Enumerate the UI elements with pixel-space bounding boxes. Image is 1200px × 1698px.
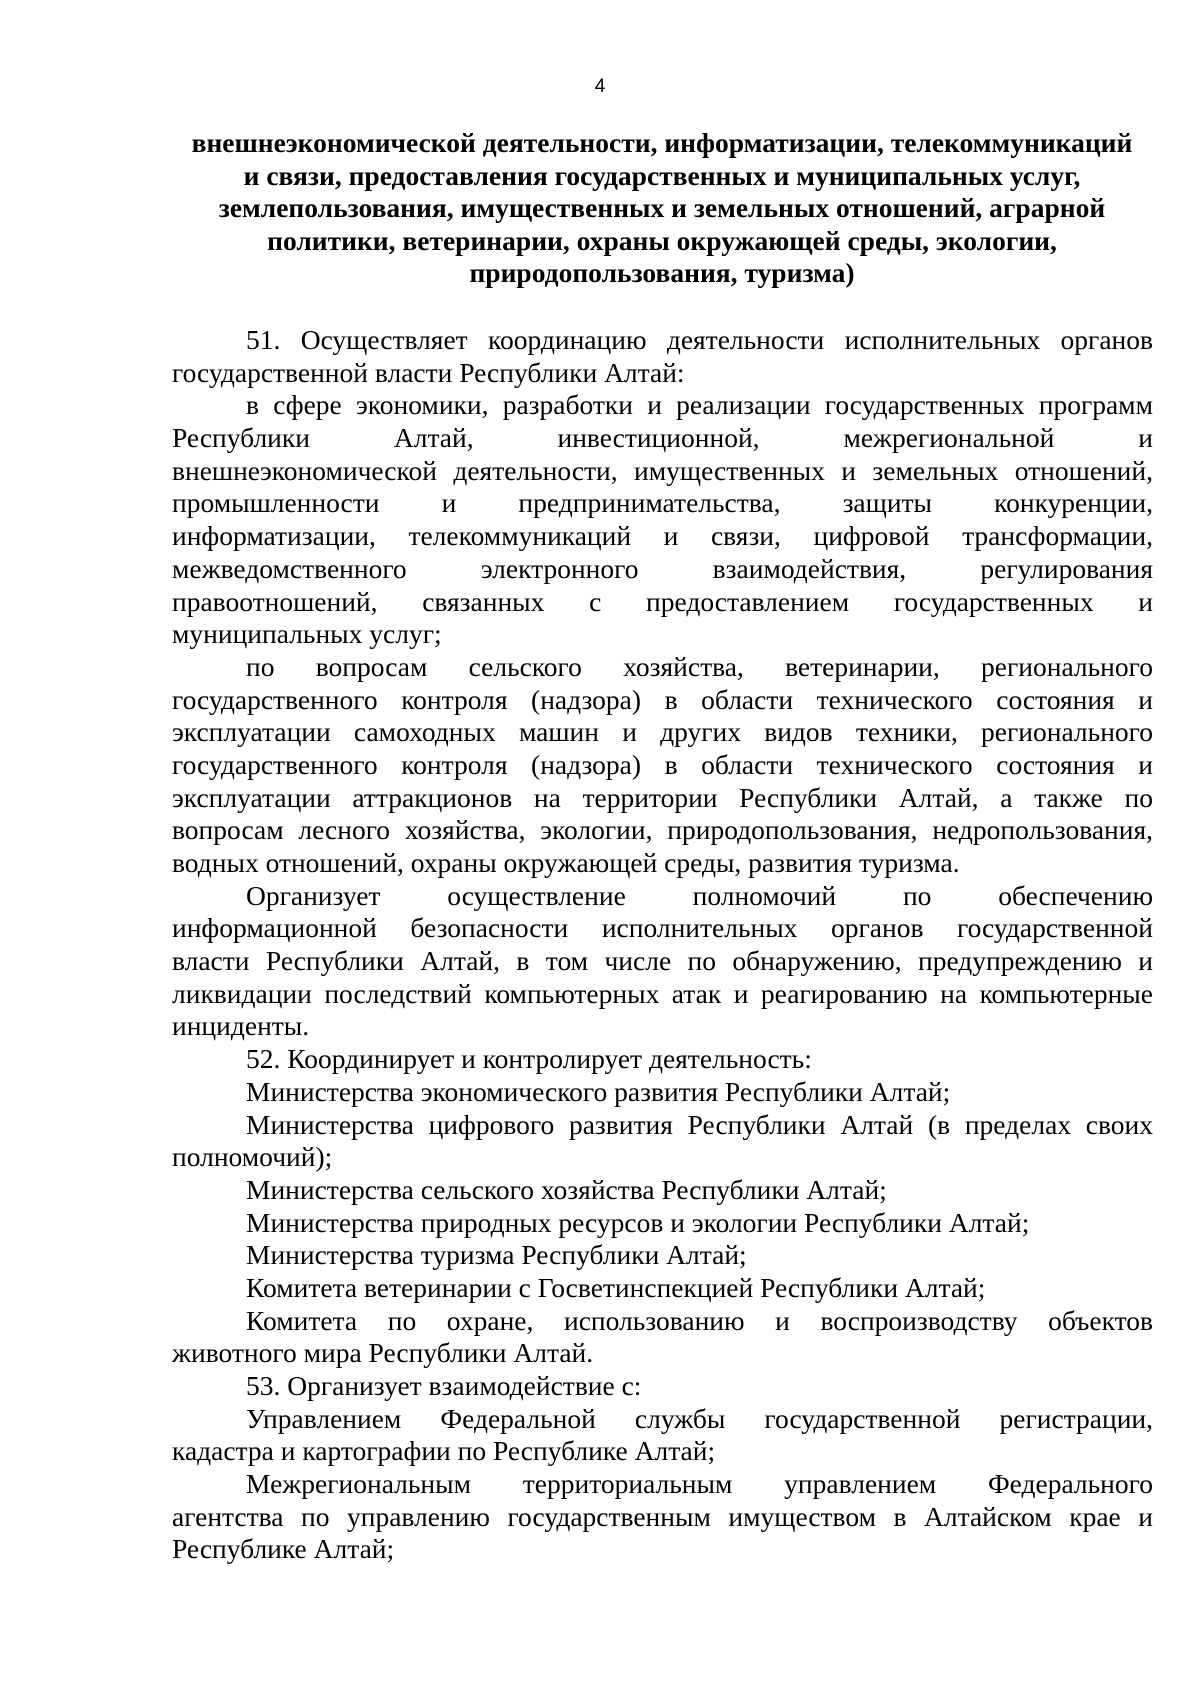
paragraph-line: межведомственного электронного взаимодействия, регулирования xyxy=(172,552,1153,584)
paragraph-line: Министерства сельского хозяйства Республики Алтай; xyxy=(246,1173,887,1205)
paragraph-line: государственного контроля (надзора) в области технического состояния и xyxy=(172,748,1153,780)
paragraph-line: 52. Координирует и контролирует деятельность: xyxy=(246,1043,812,1075)
paragraph-line: вопросам лесного хозяйства, экологии, природопользования, недропользования, xyxy=(172,814,1153,846)
paragraph-line: государственного контроля (надзора) в области технического состояния и xyxy=(172,683,1153,715)
paragraph-line: Межрегиональным территориальным управлением Федерального xyxy=(246,1468,1153,1500)
paragraph-line: Управлением Федеральной службы государственной регистрации, xyxy=(246,1402,1153,1434)
paragraph-line: Комитета ветеринарии с Госветинспекцией Республики Алтай; xyxy=(246,1271,986,1303)
paragraph-line: Республики Алтай, инвестиционной, межрегиональной и xyxy=(172,422,1153,454)
paragraph-line: полномочий); xyxy=(172,1141,333,1173)
page-number: 4 xyxy=(594,76,606,97)
paragraph-line: власти Республики Алтай, в том числе по обнаружению, предупреждению и xyxy=(172,945,1153,977)
paragraph-line: 51. Осуществляет координацию деятельности исполнительных органов xyxy=(246,324,1153,355)
paragraph-line: Министерства экономического развития Республики Алтай; xyxy=(246,1075,951,1107)
paragraph-line: ликвидации последствий компьютерных атак и реагированию на компьютерные xyxy=(172,977,1153,1009)
paragraph-line: государственной власти Республики Алтай: xyxy=(172,356,685,388)
paragraph-line: эксплуатации аттракционов на территории Республики Алтай, а также по xyxy=(172,781,1153,813)
paragraph-line: в сфере экономики, разработки и реализации государственных программ xyxy=(246,389,1153,421)
paragraph-line: Министерства туризма Республики Алтай; xyxy=(246,1239,747,1271)
paragraph-line: информационной безопасности исполнительных органов государственной xyxy=(172,912,1153,944)
section-heading xyxy=(172,127,1152,290)
heading-line: политики, ветеринарии, охраны окружающей среды, экологии, xyxy=(267,224,1057,256)
paragraph-line: муниципальных услуг; xyxy=(172,618,442,650)
paragraph-line: агентства по управлению государственным имуществом в Алтайском крае и xyxy=(172,1500,1153,1532)
paragraph-line: Организует осуществление полномочий по обеспечению xyxy=(246,879,1153,911)
heading-line: и связи, предоставления государственных и муниципальных услуг, xyxy=(243,159,1081,191)
paragraph-line: промышленности и предпринимательства, защиты конкуренции, xyxy=(172,487,1153,519)
heading-line: землепользования, имущественных и земельных отношений, аграрной xyxy=(218,192,1106,223)
paragraph-line: водных отношений, охраны окружающей среды, развития туризма. xyxy=(172,847,960,878)
paragraph-line: 53. Организует взаимодействие с: xyxy=(246,1370,642,1401)
paragraph-line: правоотношений, связанных с предоставлением государственных и xyxy=(172,585,1153,617)
paragraph-line: внешнеэкономической деятельности, имущественных и земельных отношений, xyxy=(172,454,1153,486)
heading-line: природопользования, туризма) xyxy=(469,257,855,288)
body-text xyxy=(172,324,1153,1566)
paragraph-line: кадастра и картографии по Республике Алтай; xyxy=(172,1435,716,1467)
paragraph-line: животного мира Республики Алтай. xyxy=(172,1337,594,1369)
paragraph-line: информатизации, телекоммуникаций и связи, цифровой трансформации, xyxy=(172,520,1153,552)
paragraph-line: Республике Алтай; xyxy=(172,1533,395,1565)
paragraph-line: эксплуатации самоходных машин и других видов техники, регионального xyxy=(172,716,1153,748)
paragraph-line: инциденты. xyxy=(172,1010,310,1042)
paragraph-line: Министерства природных ресурсов и экологии Республики Алтай; xyxy=(246,1206,1030,1238)
paragraph-line: Комитета по охране, использованию и воспроизводству объектов xyxy=(246,1304,1153,1336)
paragraph-line: Министерства цифрового развития Республики Алтай (в пределах своих xyxy=(246,1108,1153,1140)
paragraph-line: по вопросам сельского хозяйства, ветеринарии, регионального xyxy=(246,650,1153,682)
heading-line: внешнеэкономической деятельности, информатизации, телекоммуникаций xyxy=(191,127,1133,158)
